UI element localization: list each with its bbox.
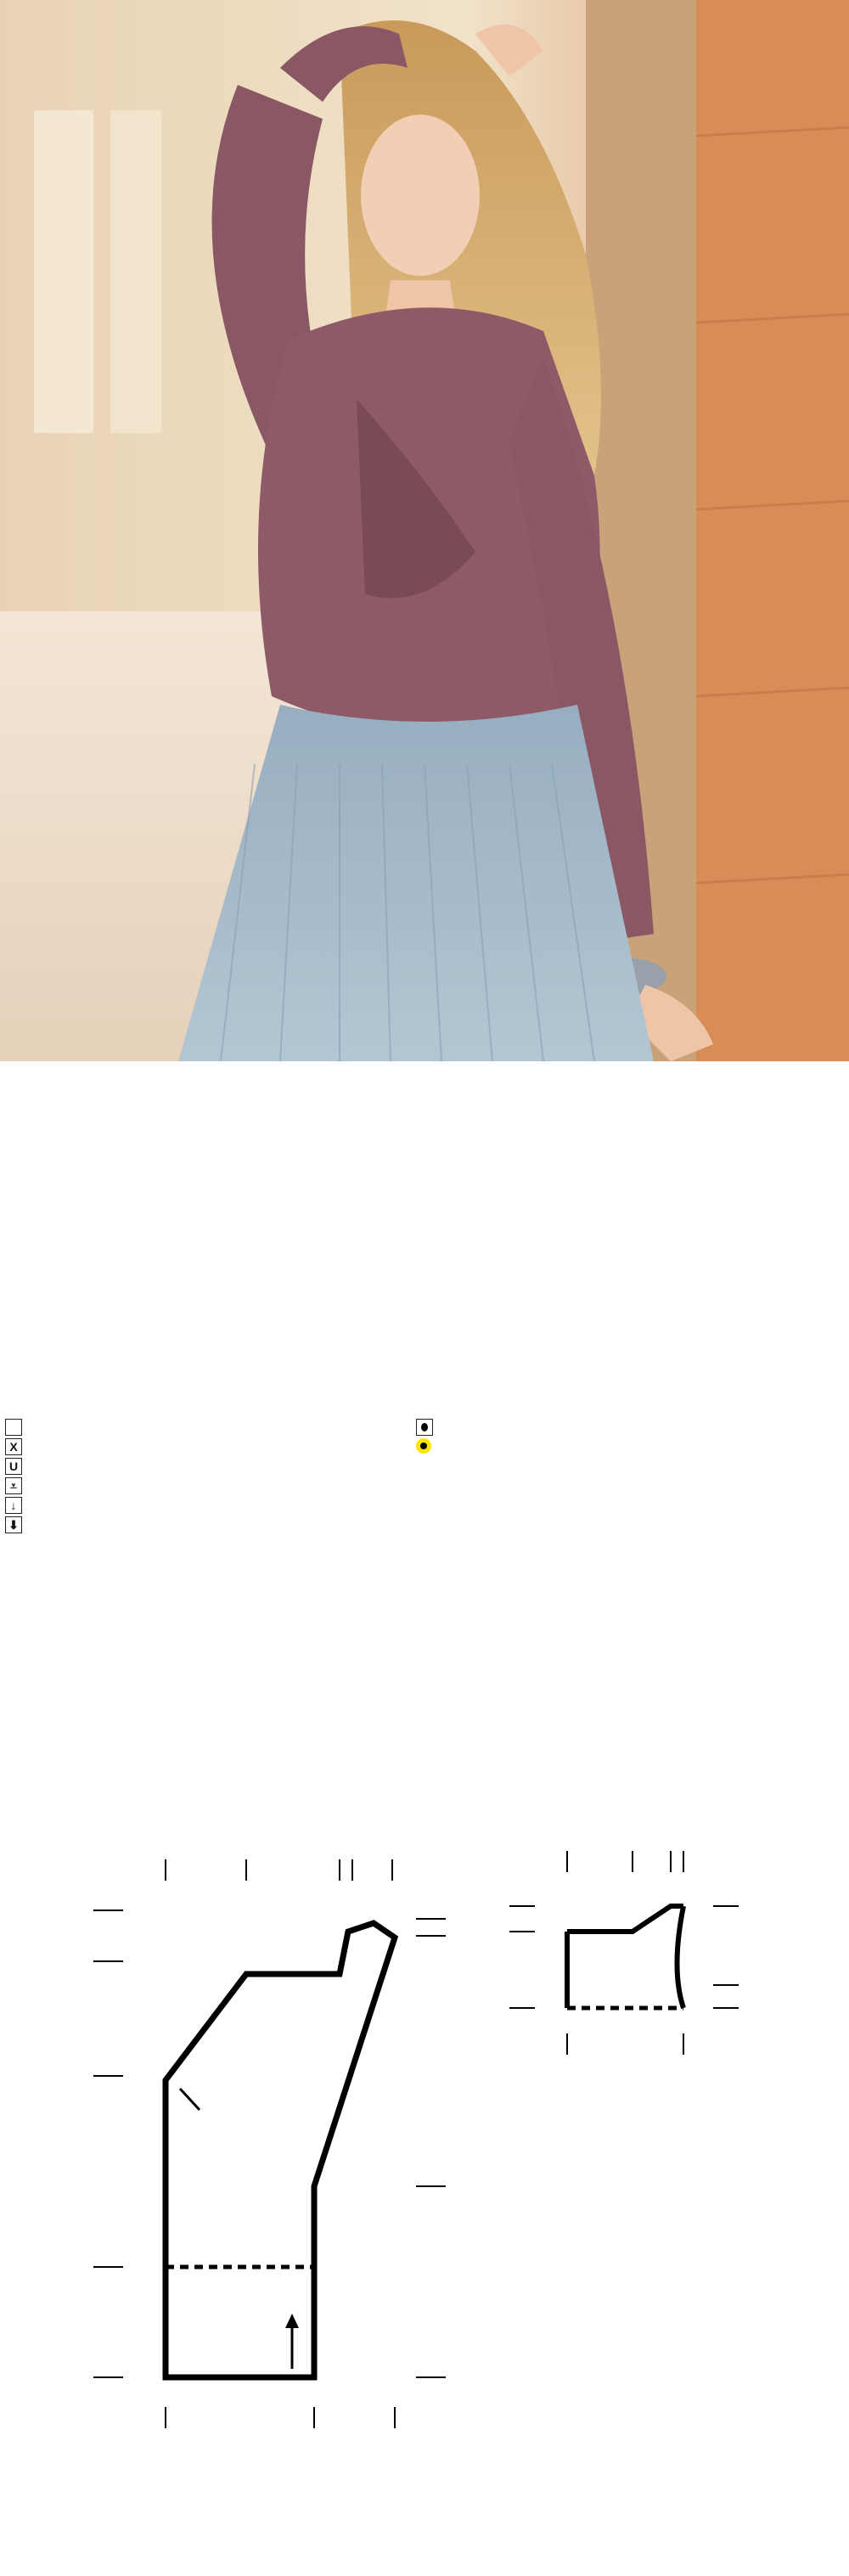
legend-bobble [416, 1418, 841, 1436]
marked-bobble-symbol-icon [416, 1438, 431, 1454]
legend-marked-bobble [416, 1437, 841, 1454]
knit-symbol-icon [5, 1419, 22, 1436]
knitting-chart [0, 1070, 849, 1426]
model-photo [0, 0, 849, 1061]
legend-yarn-over [5, 1457, 404, 1475]
bobble-symbol-icon [416, 1419, 433, 1436]
elongated-stitch-symbol-icon: ⬇ [5, 1516, 22, 1533]
legend-twisted-purl [5, 1437, 404, 1455]
yarn-over-symbol-icon: U [5, 1458, 22, 1475]
twisted-purl-symbol-icon: X [5, 1438, 22, 1455]
legend-left [5, 1418, 404, 1535]
legend-k2tog [5, 1476, 404, 1494]
legend-right [416, 1418, 841, 1455]
legend-elongated [5, 1516, 404, 1533]
legend-ssk [5, 1496, 404, 1514]
pattern-schematics [0, 1715, 849, 2576]
legend-knit [5, 1418, 404, 1436]
front-schematic [93, 1859, 446, 2428]
back-schematic [509, 1851, 739, 2055]
ssk-symbol-icon: ↓ [5, 1497, 22, 1514]
k2tog-symbol-icon: ⩡ [5, 1477, 22, 1494]
